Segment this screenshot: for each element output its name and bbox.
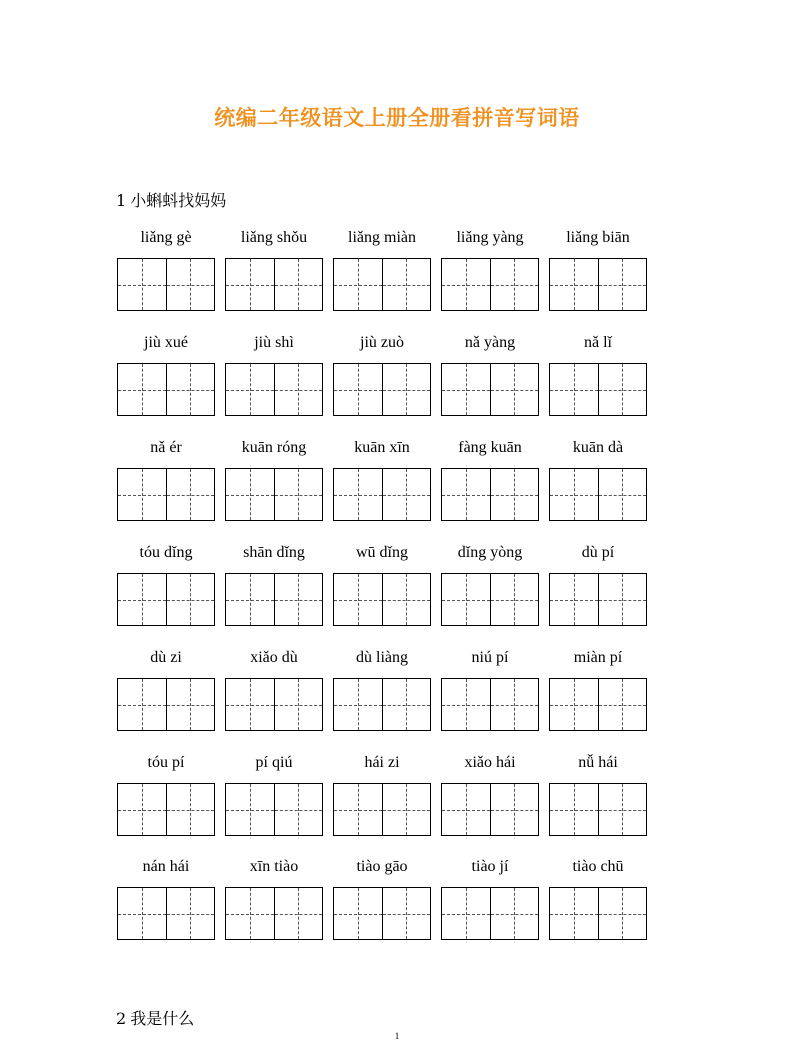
section-name: 小蝌蚪找妈妈 bbox=[130, 191, 227, 210]
word-row bbox=[117, 649, 657, 739]
pinyin-label: liǎng miàn bbox=[348, 229, 416, 246]
writing-box[interactable] bbox=[490, 364, 539, 415]
pinyin-label: nǎ lǐ bbox=[584, 334, 612, 351]
writing-box[interactable] bbox=[490, 784, 539, 835]
pinyin-label: kuān xīn bbox=[354, 439, 410, 456]
writing-box[interactable] bbox=[118, 679, 166, 730]
pinyin-label: kuān dà bbox=[572, 439, 624, 456]
pinyin-label: jiù shì bbox=[254, 334, 294, 351]
pinyin-label: nǚ hái bbox=[578, 754, 618, 771]
writing-grid bbox=[549, 783, 647, 836]
pinyin-label: nán hái bbox=[142, 858, 190, 875]
writing-box[interactable] bbox=[382, 259, 431, 310]
writing-grid bbox=[225, 573, 323, 626]
writing-box[interactable] bbox=[274, 574, 323, 625]
writing-box[interactable] bbox=[118, 259, 166, 310]
writing-box[interactable] bbox=[550, 259, 598, 310]
section-heading-2 bbox=[116, 1006, 194, 1029]
section-number: 2 bbox=[116, 1009, 127, 1028]
writing-box[interactable] bbox=[382, 679, 431, 730]
writing-box[interactable] bbox=[442, 888, 490, 939]
writing-box[interactable] bbox=[118, 574, 166, 625]
writing-box[interactable] bbox=[442, 364, 490, 415]
pinyin-label: dù liàng bbox=[356, 649, 408, 666]
section-name: 我是什么 bbox=[130, 1009, 195, 1028]
writing-box[interactable] bbox=[550, 784, 598, 835]
writing-box[interactable] bbox=[166, 469, 215, 520]
pinyin-label: tóu dǐng bbox=[139, 544, 193, 561]
writing-box[interactable] bbox=[226, 259, 274, 310]
writing-box[interactable] bbox=[550, 364, 598, 415]
writing-grid bbox=[441, 573, 539, 626]
writing-box[interactable] bbox=[274, 364, 323, 415]
pinyin-label: fàng kuān bbox=[458, 439, 522, 456]
page-title: 统编二年级语文上册全册看拼音写词语 bbox=[214, 106, 580, 130]
pinyin-label: jiù zuò bbox=[360, 334, 404, 351]
writing-box[interactable] bbox=[598, 469, 647, 520]
pinyin-label: xīn tiào bbox=[249, 858, 299, 875]
pinyin-label: nǎ ér bbox=[150, 439, 182, 456]
writing-box[interactable] bbox=[598, 574, 647, 625]
writing-grid bbox=[333, 363, 431, 416]
writing-box[interactable] bbox=[382, 469, 431, 520]
writing-box[interactable] bbox=[490, 888, 539, 939]
writing-box[interactable] bbox=[550, 469, 598, 520]
writing-grid bbox=[117, 887, 215, 940]
writing-box[interactable] bbox=[226, 364, 274, 415]
pinyin-label: shān dǐng bbox=[243, 544, 305, 561]
pinyin-label: pí qiú bbox=[255, 754, 293, 771]
pinyin-label: tóu pí bbox=[147, 754, 185, 771]
writing-box[interactable] bbox=[226, 888, 274, 939]
writing-box[interactable] bbox=[334, 574, 382, 625]
pinyin-label: xiǎo dù bbox=[250, 649, 298, 666]
section-heading-1 bbox=[116, 188, 226, 211]
writing-grid bbox=[333, 783, 431, 836]
writing-grid bbox=[549, 363, 647, 416]
writing-box[interactable] bbox=[334, 364, 382, 415]
writing-box[interactable] bbox=[118, 469, 166, 520]
writing-grid bbox=[441, 678, 539, 731]
word-row bbox=[117, 858, 657, 948]
page-number: 1 bbox=[394, 1031, 400, 1041]
writing-grid bbox=[225, 783, 323, 836]
writing-box[interactable] bbox=[118, 888, 166, 939]
writing-box[interactable] bbox=[166, 784, 215, 835]
writing-box[interactable] bbox=[334, 469, 382, 520]
writing-grid bbox=[549, 468, 647, 521]
word-row bbox=[117, 754, 657, 844]
writing-box[interactable] bbox=[118, 784, 166, 835]
pinyin-label: tiào chū bbox=[572, 858, 624, 875]
writing-box[interactable] bbox=[442, 259, 490, 310]
writing-grid bbox=[117, 573, 215, 626]
writing-grid bbox=[333, 887, 431, 940]
word-row bbox=[117, 439, 657, 529]
writing-box[interactable] bbox=[442, 784, 490, 835]
writing-box[interactable] bbox=[334, 784, 382, 835]
pinyin-label: tiào gāo bbox=[356, 858, 408, 875]
writing-grid bbox=[333, 258, 431, 311]
writing-grid bbox=[333, 468, 431, 521]
writing-box[interactable] bbox=[490, 469, 539, 520]
word-row bbox=[117, 544, 657, 634]
word-row bbox=[117, 229, 657, 319]
writing-box[interactable] bbox=[550, 574, 598, 625]
writing-box[interactable] bbox=[550, 888, 598, 939]
writing-box[interactable] bbox=[550, 679, 598, 730]
writing-box[interactable] bbox=[274, 888, 323, 939]
writing-box[interactable] bbox=[442, 574, 490, 625]
writing-grid bbox=[117, 783, 215, 836]
writing-grid bbox=[117, 363, 215, 416]
pinyin-label: wū dǐng bbox=[356, 544, 408, 561]
writing-grid bbox=[117, 258, 215, 311]
pinyin-label: nǎ yàng bbox=[464, 334, 516, 351]
writing-box[interactable] bbox=[598, 679, 647, 730]
writing-box[interactable] bbox=[274, 679, 323, 730]
writing-grid bbox=[441, 887, 539, 940]
writing-box[interactable] bbox=[274, 784, 323, 835]
writing-box[interactable] bbox=[226, 574, 274, 625]
writing-box[interactable] bbox=[166, 888, 215, 939]
writing-box[interactable] bbox=[226, 469, 274, 520]
pinyin-label: liǎng shǒu bbox=[240, 229, 308, 246]
writing-box[interactable] bbox=[598, 784, 647, 835]
pinyin-label: liǎng biān bbox=[566, 229, 630, 246]
pinyin-label: tiào jí bbox=[471, 858, 509, 875]
writing-box[interactable] bbox=[442, 679, 490, 730]
writing-box[interactable] bbox=[118, 364, 166, 415]
writing-box[interactable] bbox=[442, 469, 490, 520]
writing-box[interactable] bbox=[334, 888, 382, 939]
writing-box[interactable] bbox=[226, 679, 274, 730]
writing-grid bbox=[549, 258, 647, 311]
pinyin-label: hái zi bbox=[364, 754, 400, 771]
writing-grid bbox=[225, 258, 323, 311]
writing-box[interactable] bbox=[382, 574, 431, 625]
writing-grid bbox=[117, 468, 215, 521]
writing-grid bbox=[441, 783, 539, 836]
writing-grid bbox=[441, 363, 539, 416]
writing-box[interactable] bbox=[598, 888, 647, 939]
pinyin-label: kuān róng bbox=[241, 439, 307, 456]
writing-grid bbox=[225, 678, 323, 731]
writing-box[interactable] bbox=[490, 259, 539, 310]
writing-box[interactable] bbox=[166, 574, 215, 625]
writing-box[interactable] bbox=[598, 259, 647, 310]
writing-grid bbox=[225, 468, 323, 521]
writing-grid bbox=[117, 678, 215, 731]
pinyin-label: xiǎo hái bbox=[464, 754, 516, 771]
writing-box[interactable] bbox=[382, 888, 431, 939]
writing-grid bbox=[549, 887, 647, 940]
writing-box[interactable] bbox=[166, 259, 215, 310]
word-row bbox=[117, 334, 657, 424]
writing-grid bbox=[333, 678, 431, 731]
writing-box[interactable] bbox=[274, 259, 323, 310]
writing-grid bbox=[441, 258, 539, 311]
writing-box[interactable] bbox=[334, 679, 382, 730]
pinyin-label: liǎng yàng bbox=[456, 229, 524, 246]
writing-grid bbox=[225, 887, 323, 940]
pinyin-label: liǎng gè bbox=[140, 229, 192, 246]
pinyin-label: dù zi bbox=[150, 649, 182, 666]
writing-box[interactable] bbox=[598, 364, 647, 415]
pinyin-label: jiù xué bbox=[144, 334, 188, 351]
writing-box[interactable] bbox=[166, 679, 215, 730]
writing-box[interactable] bbox=[334, 259, 382, 310]
section-number: 1 bbox=[116, 191, 127, 210]
pinyin-label: dù pí bbox=[581, 544, 615, 561]
writing-grid bbox=[225, 363, 323, 416]
writing-grid bbox=[441, 468, 539, 521]
writing-grid bbox=[549, 573, 647, 626]
pinyin-label: dǐng yòng bbox=[457, 544, 523, 561]
writing-box[interactable] bbox=[490, 679, 539, 730]
writing-box[interactable] bbox=[166, 364, 215, 415]
writing-grid bbox=[549, 678, 647, 731]
writing-box[interactable] bbox=[226, 784, 274, 835]
pinyin-label: miàn pí bbox=[573, 649, 623, 666]
writing-grid bbox=[333, 573, 431, 626]
writing-box[interactable] bbox=[382, 364, 431, 415]
writing-box[interactable] bbox=[490, 574, 539, 625]
pinyin-label: niú pí bbox=[471, 649, 509, 666]
writing-box[interactable] bbox=[382, 784, 431, 835]
writing-box[interactable] bbox=[274, 469, 323, 520]
